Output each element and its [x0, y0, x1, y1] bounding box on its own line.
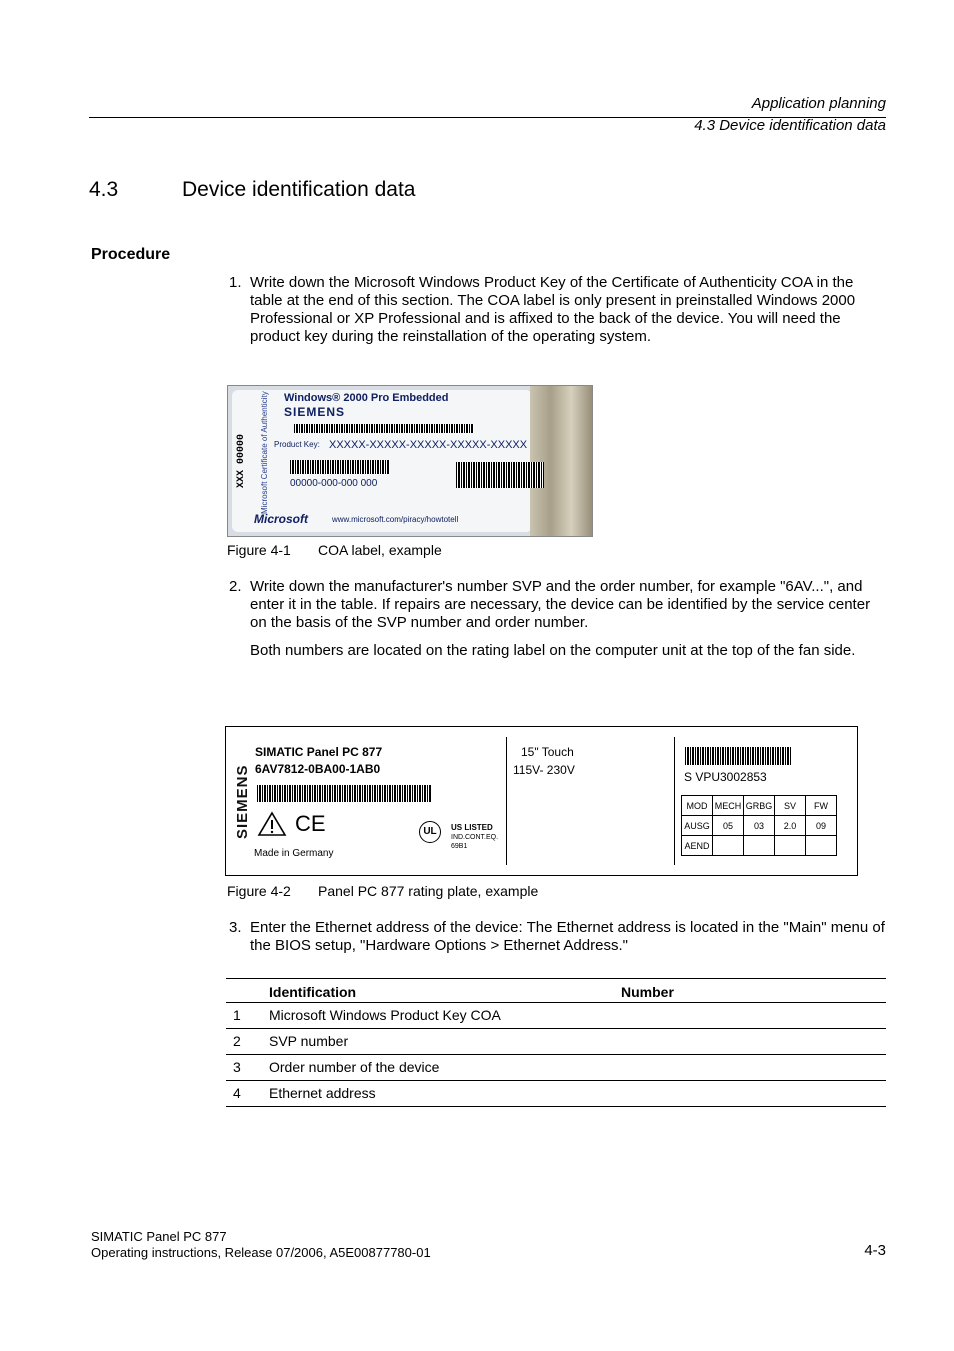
warning-icon — [257, 811, 287, 837]
plate-version-grid — [681, 795, 837, 856]
step-3-text: Enter the Ethernet address of the device: The Ethernet address is located in the "Main" menu of the BIOS setup, "Hardware Options > Ethernet Address." — [250, 919, 885, 954]
step-2-extra: Both numbers are located on the rating label on the computer unit at the top of the fan side. — [250, 642, 856, 659]
identification-table — [226, 978, 886, 1107]
grid-cell: AEND — [682, 836, 713, 856]
plate-divider-2 — [674, 737, 675, 865]
plate-voltage: 115V- 230V — [513, 763, 575, 777]
coa-number: 00000-000-000 000 — [290, 478, 378, 489]
plate-barcode-svp — [685, 747, 792, 765]
figure-2-number: Figure 4-2 — [227, 883, 291, 899]
table-header: Number — [621, 979, 886, 1003]
plate-svp: S VPU3002853 — [684, 770, 767, 784]
coa-title: Windows® 2000 Pro Embedded — [284, 392, 449, 404]
section-number: 4.3 — [89, 178, 119, 201]
table-row — [226, 1029, 886, 1055]
step-2-number: 2. — [229, 578, 242, 595]
table-cell: SVP number — [269, 1029, 621, 1055]
grid-cell: 09 — [806, 816, 837, 836]
plate-made-in: Made in Germany — [254, 848, 334, 859]
plate-product: SIMATIC Panel PC 877 — [255, 745, 383, 759]
coa-url: www.microsoft.com/piracy/howtotell — [332, 515, 459, 524]
footer-product: SIMATIC Panel PC 877 — [91, 1229, 227, 1244]
plate-ul-text: US LISTED — [451, 823, 493, 832]
coa-label-image — [227, 385, 593, 537]
grid-header: FW — [806, 796, 837, 816]
coa-barcode-top — [294, 424, 474, 433]
plate-display: 15" Touch — [521, 745, 574, 759]
figure-1-number: Figure 4-1 — [227, 542, 291, 558]
plate-order-number: 6AV7812-0BA00-1AB0 — [255, 762, 381, 776]
grid-cell — [806, 836, 837, 856]
table-header — [226, 979, 269, 1003]
ce-mark-icon: CE — [295, 811, 326, 836]
plate-brand: SIEMENS — [234, 764, 251, 839]
grid-header: MOD — [682, 796, 713, 816]
table-header: Identification — [269, 979, 621, 1003]
grid-cell — [744, 836, 775, 856]
table-cell: Ethernet address — [269, 1081, 621, 1107]
footer-release: Operating instructions, Release 07/2006, A5E00877780-01 — [91, 1245, 431, 1260]
figure-2-caption: Panel PC 877 rating plate, example — [318, 883, 539, 899]
plate-ul-code: 69B1 — [451, 843, 468, 850]
grid-cell: 2.0 — [775, 816, 806, 836]
table-cell[interactable] — [621, 1055, 886, 1081]
step-3-number: 3. — [229, 919, 242, 936]
plate-divider-1 — [506, 737, 507, 865]
header-section: 4.3 Device identification data — [694, 117, 886, 134]
coa-barcode-middle — [290, 460, 390, 474]
table-row — [226, 1003, 886, 1029]
ul-logo-icon: UL — [419, 821, 441, 843]
grid-cell — [713, 836, 744, 856]
section-title: Device identification data — [182, 178, 416, 201]
coa-product-key: XXXXX-XXXXX-XXXXX-XXXXX-XXXXX — [329, 439, 528, 451]
step-1-number: 1. — [229, 274, 242, 291]
step-1-text: Write down the Microsoft Windows Product Key of the Certificate of Authenticity COA in the table at the end of this section. The COA label is only present in preinstalled Windows 2000 Professional or XP Professional and is affixed to the back of the device. You will need the product key during the reinstallation of the operating system. — [250, 274, 856, 345]
grid-cell — [775, 836, 806, 856]
table-cell: Microsoft Windows Product Key COA — [269, 1003, 621, 1029]
figure-1-caption: COA label, example — [318, 542, 442, 558]
grid-header: MECH — [713, 796, 744, 816]
table-cell: 3 — [226, 1055, 269, 1081]
grid-cell: AUSG — [682, 816, 713, 836]
coa-side-code: XXX 00000 — [236, 433, 247, 488]
table-cell: 2 — [226, 1029, 269, 1055]
procedure-heading: Procedure — [91, 246, 171, 263]
grid-header: GRBG — [744, 796, 775, 816]
plate-ul-sub: IND.CONT.EQ. — [451, 834, 499, 841]
header-chapter: Application planning — [751, 95, 886, 112]
table-cell[interactable] — [621, 1081, 886, 1107]
step-2-text: Write down the manufacturer's number SVP and the order number, for example "6AV...", and enter it in the table. If repairs are necessary, the device can be identified by the service center on the basis of the SVP number and order number. — [250, 578, 871, 631]
coa-hologram-stripe — [530, 386, 592, 536]
coa-key-label: Product Key: — [274, 440, 320, 449]
coa-microsoft-logo: Microsoft — [254, 512, 308, 526]
table-cell[interactable] — [621, 1029, 886, 1055]
table-header-row — [226, 979, 886, 1003]
rating-plate-image — [225, 726, 858, 876]
table-cell: 1 — [226, 1003, 269, 1029]
table-cell: 4 — [226, 1081, 269, 1107]
grid-cell: 03 — [744, 816, 775, 836]
grid-header: SV — [775, 796, 806, 816]
grid-cell: 05 — [713, 816, 744, 836]
table-row — [226, 1055, 886, 1081]
coa-2d-code — [456, 462, 544, 488]
plate-barcode-order — [257, 785, 432, 802]
table-cell[interactable] — [621, 1003, 886, 1029]
page-number: 4-3 — [864, 1242, 886, 1259]
coa-brand: SIEMENS — [284, 405, 346, 419]
table-row — [226, 1081, 886, 1107]
table-cell: Order number of the device — [269, 1055, 621, 1081]
coa-side-text: Microsoft Certificate of Authenticity — [260, 391, 269, 514]
